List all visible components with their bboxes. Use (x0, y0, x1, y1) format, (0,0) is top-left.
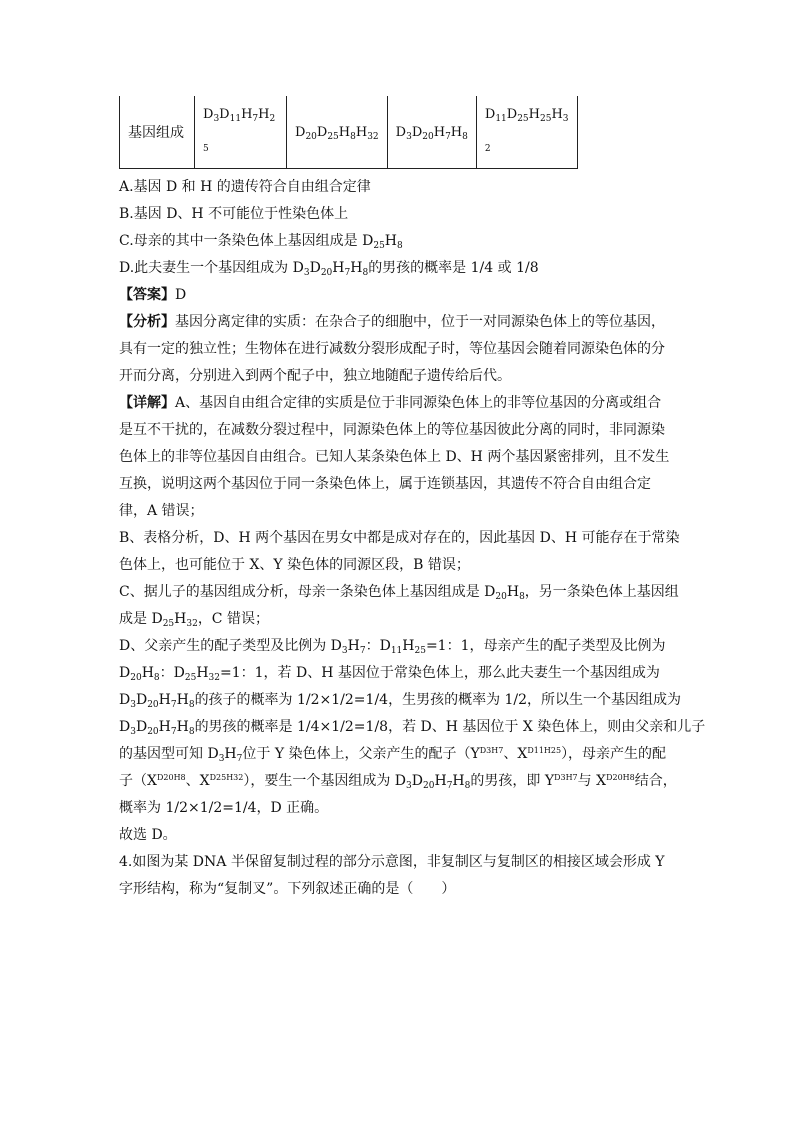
question-4-line: 字形结构，称为“复制叉”。下列叙述正确的是（ ） (119, 881, 456, 897)
table-cell: $D_{11}D_{25}H_{25}H_3$ 2 (476, 96, 577, 169)
detail-line: B、表格分析，D、H 两个基因在男女中都是成对存在的，因此基因 D、H 可能存在于常染 (119, 530, 680, 546)
answer-line: 【答案】D (119, 287, 187, 303)
detail-line: 是互不干扰的，在减数分裂过程中，同源染色体上的等位基因彼此分离的同时，非同源染 (119, 422, 665, 438)
detail-line: 概率为 1/2×1/2=1/4，D 正确。 (119, 800, 329, 816)
detail-line: $D_3D_{20}H_7H_8$的男孩的概率是 1/4×1/2=1/8，若 D、H 基因位于 X 染色体上，则由父亲和儿子 (119, 719, 706, 737)
detail-line: $D_{20}H_8$：$D_{25}H_{32}=1$：1，若 D、H 基因位于常染色体上，那么此夫妻生一个基因组成为 (119, 665, 660, 683)
option-d: D.此夫妻生一个基因组成为 $D_3D_{20}H_7H_8$的男孩的概率是 1/4 或 1/8 (119, 260, 539, 278)
detail-line: C、据儿子的基因组成分析，母亲一条染色体上基因组成是 $D_{20}H_8$，另一条染色体上基因组 (119, 584, 679, 602)
table-cell: $D_3D_{11}H_7H_2$ 5 (195, 96, 287, 169)
detail-line: 子（$X^{D20H8}$、$X^{D25H32}$），要生一个基因组成为 $D_3D_{20}H_7H_8$的男孩，即 $Y^{D3H7}$与 $X^{D20H8}$结合， (119, 773, 677, 791)
conclusion-line: 故选 D。 (119, 827, 177, 843)
detail-line: 【详解】A、基因自由组合定律的实质是位于非同源染色体上的非等位基因的分离或组合 (119, 395, 662, 411)
gene-table (119, 96, 578, 169)
detail-line: 色体上的非等位基因自由组合。已知人某条染色体上 D、H 两个基因紧密排列，且不发生 (119, 449, 670, 465)
detail-line: 律，A 错误； (119, 503, 204, 519)
question-content (119, 174, 706, 903)
table-cell: $D_{20}D_{25}H_8H_{32}$ (287, 96, 388, 169)
detail-line: $D_3D_{20}H_7H_8$的孩子的概率为 1/2×1/2=1/4，生男孩的概率为 1/2，所以生一个基因组成为 (119, 692, 682, 710)
analysis-line: 具有一定的独立性；生物体在进行减数分裂形成配子时，等位基因会随着同源染色体的分 (119, 341, 665, 357)
analysis-line: 【分析】基因分离定律的实质：在杂合子的细胞中，位于一对同源染色体上的等位基因， (119, 314, 665, 330)
detail-line: 的基因型可知 $D_3H_7$位于 Y 染色体上，父亲产生的配子（$Y^{D3H7}$、$X^{D11H25}$），母亲产生的配 (119, 746, 667, 764)
question-4-line: 4.如图为某 DNA 半保留复制过程的部分示意图，非复制区与复制区的相接区域会形成 Y (119, 854, 665, 870)
table-cell: $D_3D_{20}H_7H_8$ (387, 96, 476, 169)
option-a: A.基因 D 和 H 的遗传符合自由组合定律 (119, 179, 371, 195)
detail-line: 互换，说明这两个基因位于同一条染色体上，属于连锁基因，其遗传不符合自由组合定 (119, 476, 651, 492)
detail-line: 成是 $D_{25}H_{32}$，C 错误； (119, 611, 269, 629)
analysis-line: 开而分离，分别进入到两个配子中，独立地随配子遗传给后代。 (119, 368, 511, 384)
table-row (120, 96, 578, 169)
row-label: 基因组成 (120, 96, 195, 169)
detail-line: D、父亲产生的配子类型及比例为 $D_3H_7$：$D_{11}H_{25}=1$：1，母亲产生的配子类型及比例为 (119, 638, 666, 656)
option-b: B.基因 D、H 不可能位于性染色体上 (119, 206, 349, 222)
option-c: C.母亲的其中一条染色体上基因组成是 $D_{25}H_8$ (119, 233, 403, 251)
detail-line: 色体上，也可能位于 X、Y 染色体的同源区段，B 错误； (119, 557, 470, 573)
